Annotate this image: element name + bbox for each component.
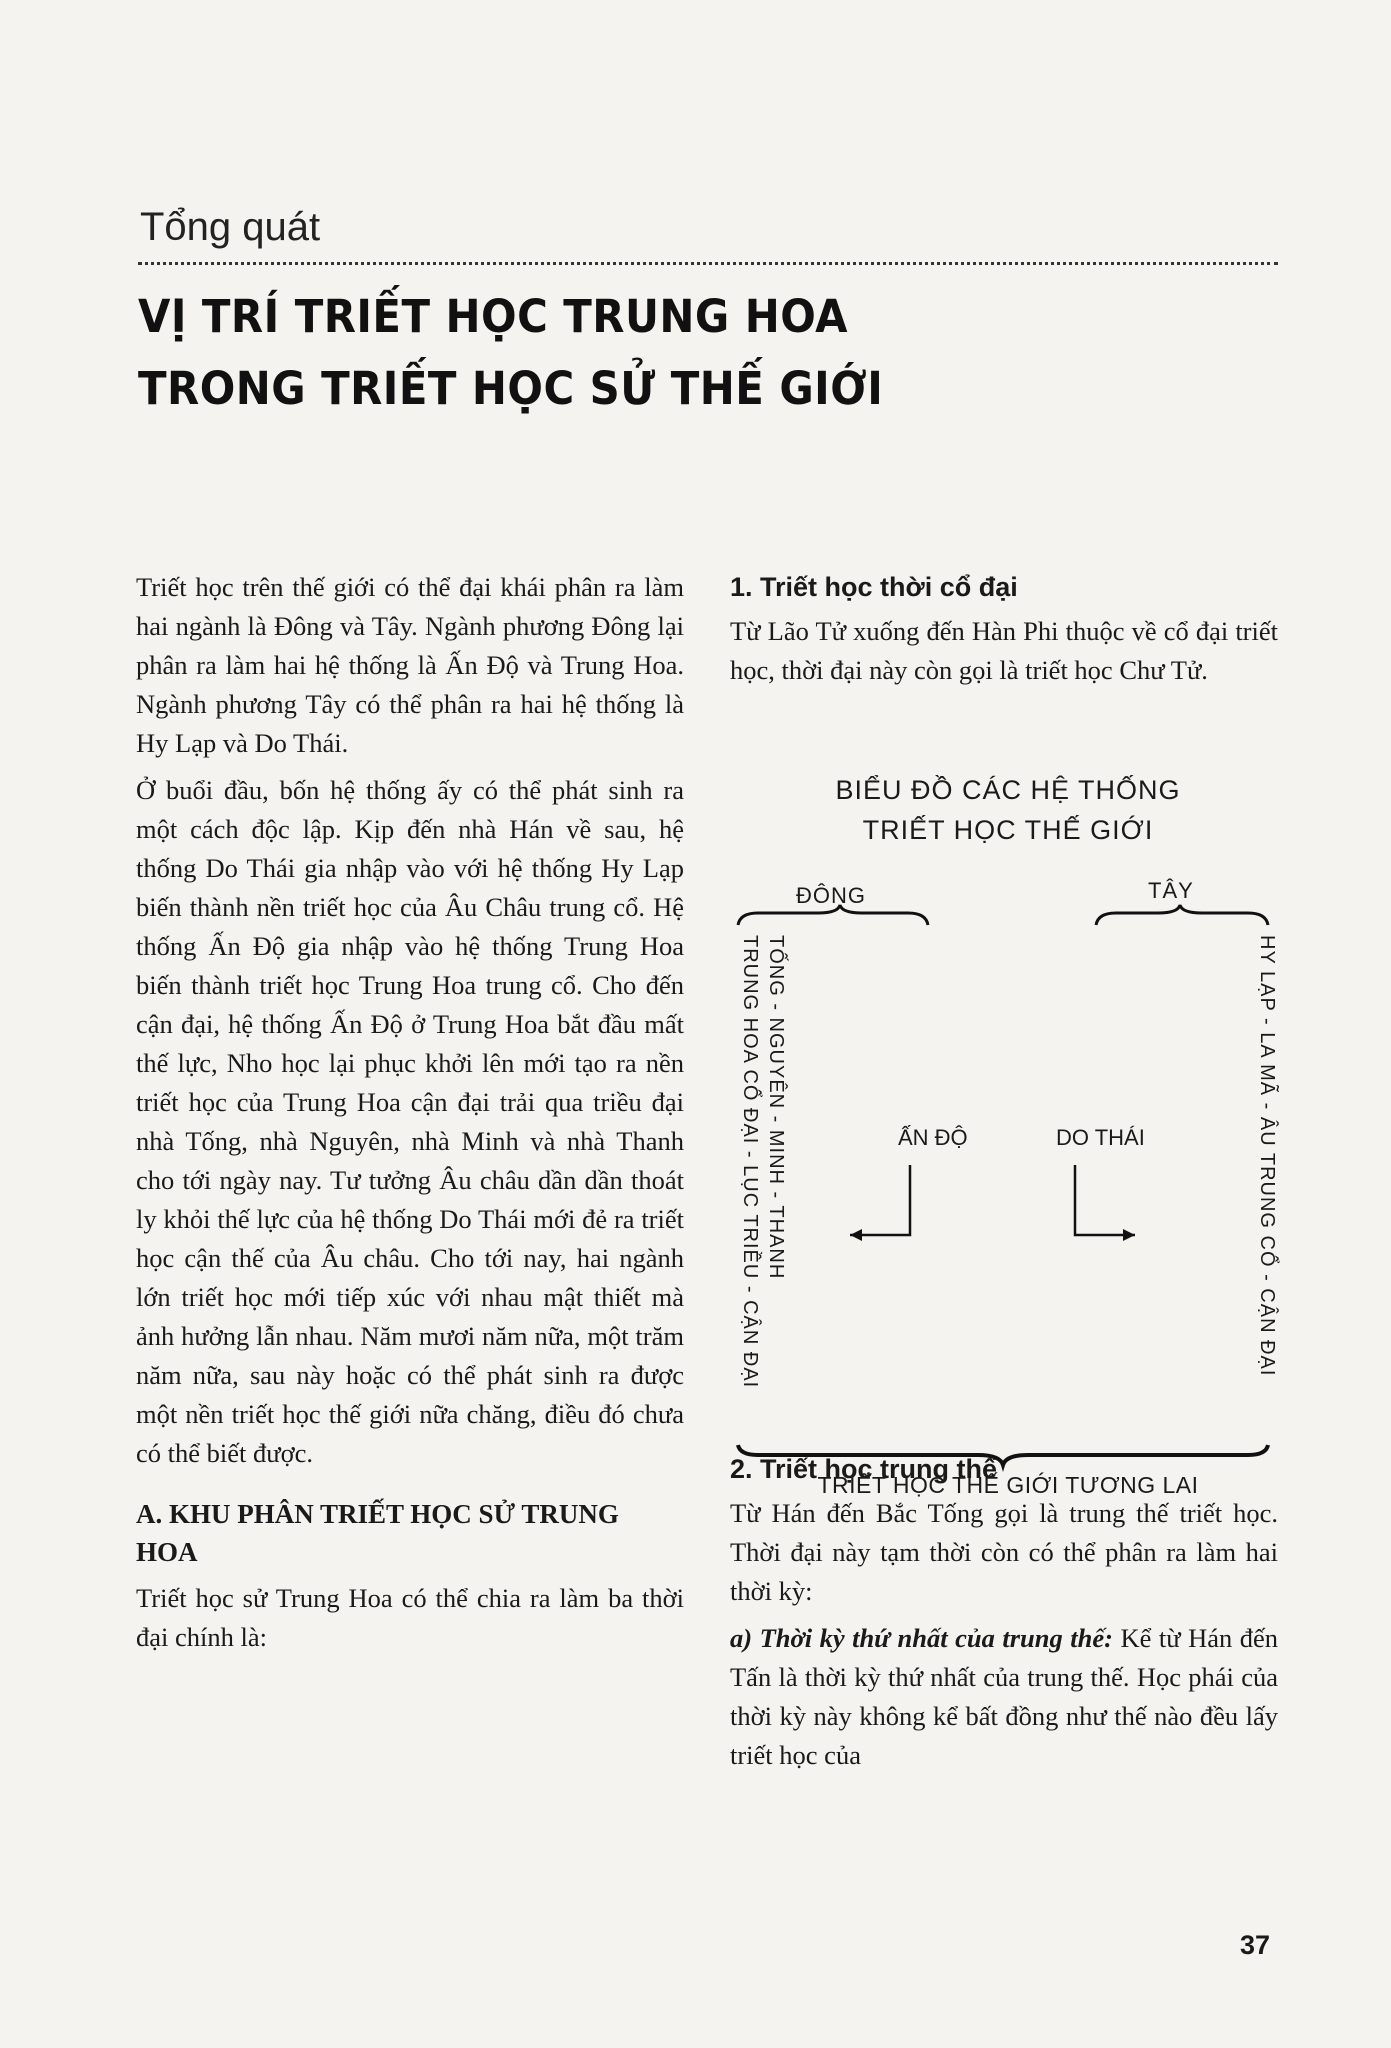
diagram-title-line-2: TRIẾT HỌC THẾ GIỚI xyxy=(862,815,1154,845)
diagram-future-label: TRIẾT HỌC THẾ GIỚI TƯƠNG LAI xyxy=(817,1472,1199,1498)
diagram-india-label: ẤN ĐỘ xyxy=(898,1125,968,1150)
period-one-lead: a) Thời kỳ thứ nhất của trung thế: xyxy=(730,1623,1113,1653)
left-paragraph-1: Triết học trên thế giới có thể đại khái phân ra làm hai ngành là Đông và Tây. Ngành phương Đông lại phân ra làm hai hệ thống là Ấn Độ và Trung Hoa. Ngành phương Tây có thể phân ra hai hệ thống là Hy Lạp và Do Thái. xyxy=(136,572,684,758)
left-paragraph-2: Ở buổi đầu, bốn hệ thống ấy có thể phát sinh ra một cách độc lập. Kịp đến nhà Hán về sau, hệ thống Do Thái gia nhập vào với hệ thống Hy Lạp biến thành nền triết học của Âu Châu trung cổ. Hệ thống Ấn Độ gia nhập vào hệ thống Trung Hoa biến thành triết học Trung Hoa trung cổ. Cho đến cận đại, hệ thống Ấn Độ ở Trung Hoa bắt đầu mất thế lực, Nho học lại phục khởi lên mới tạo ra nền triết học của Trung Hoa cận đại trải qua triều đại nhà Tống, nhà Nguyên, nhà Minh và nhà Thanh cho tới ngày nay. Tư tưởng Âu châu dần dần thoát ly khỏi thế lực của hệ thống Do Thái mới đẻ ra triết học cận thế của Âu châu. Cho tới nay, hai ngành lớn triết học mới tiếp xúc với nhau mật thiết mà ảnh hưởng lẫn nhau. Năm mươi năm nữa, một trăm năm nữa, sau này hoặc có thể phát sinh ra được một nền triết học thế giới nữa chăng, điều đó chưa có thể biết được. xyxy=(136,775,684,1468)
diagram-china-periods: TRUNG HOA CỔ ĐẠI - LỤC TRIỀU - CẬN ĐẠI xyxy=(739,935,761,1389)
philosophy-systems-diagram xyxy=(728,765,1288,1520)
right-paragraph-3 xyxy=(730,1619,1278,1775)
period-one-text: Kể từ Hán đến Tấn là thời kỳ thứ nhất của trung thế. Học phái của thời kỳ này không kể bất đồng như thế nào đều lấy triết học của xyxy=(730,1623,1279,1770)
section-label: Tổng quát xyxy=(140,205,321,249)
left-paragraph-3: Triết học sử Trung Hoa có thể chia ra làm ba thời đại chính là: xyxy=(136,1583,684,1652)
left-column xyxy=(136,568,684,1657)
chapter-title-line-1: VỊ TRÍ TRIẾT HỌC TRUNG HOA xyxy=(138,290,849,343)
diagram-title-line-1: BIỂU ĐỒ CÁC HỆ THỐNG xyxy=(835,775,1181,805)
dotted-divider xyxy=(138,262,1278,265)
diagram-east-label: ĐÔNG xyxy=(796,883,866,908)
diagram-china-dynasties: TỐNG - NGUYÊN - MINH - THANH xyxy=(765,935,787,1280)
future-brace xyxy=(738,1445,1268,1465)
right-paragraph-1: Từ Lão Tử xuống đến Hàn Phi thuộc về cổ đại triết học, thời đại này còn gọi là triết học Chư Tử. xyxy=(730,616,1278,685)
heading-ancient-philosophy: 1. Triết học thời cổ đại xyxy=(730,572,1018,602)
right-paragraph-2: Từ Hán đến Bắc Tống gọi là trung thế triết học. Thời đại này tạm thời còn có thể phân ra làm hai thời kỳ: xyxy=(730,1498,1278,1606)
diagram-lines xyxy=(728,765,1288,1520)
heading-medieval-philosophy: 2. Triết học trung thế xyxy=(730,1454,998,1484)
chapter-title-line-2: TRONG TRIẾT HỌC SỬ THẾ GIỚI xyxy=(138,362,884,415)
india-arrow xyxy=(850,1165,910,1235)
diagram-judaism-label: DO THÁI xyxy=(1056,1125,1145,1150)
diagram-western-periods: HY LẠP - LA MÃ - ÂU TRUNG CỔ - CẬN ĐẠI xyxy=(1256,935,1278,1377)
diagram-west-label: TÂY xyxy=(1148,878,1194,903)
section-a-heading: A. KHU PHÂN TRIẾT HỌC SỬ TRUNG HOA xyxy=(136,1499,619,1567)
page-number: 37 xyxy=(1240,1930,1271,1960)
judaism-arrow xyxy=(1075,1165,1135,1235)
west-brace xyxy=(1096,905,1268,925)
